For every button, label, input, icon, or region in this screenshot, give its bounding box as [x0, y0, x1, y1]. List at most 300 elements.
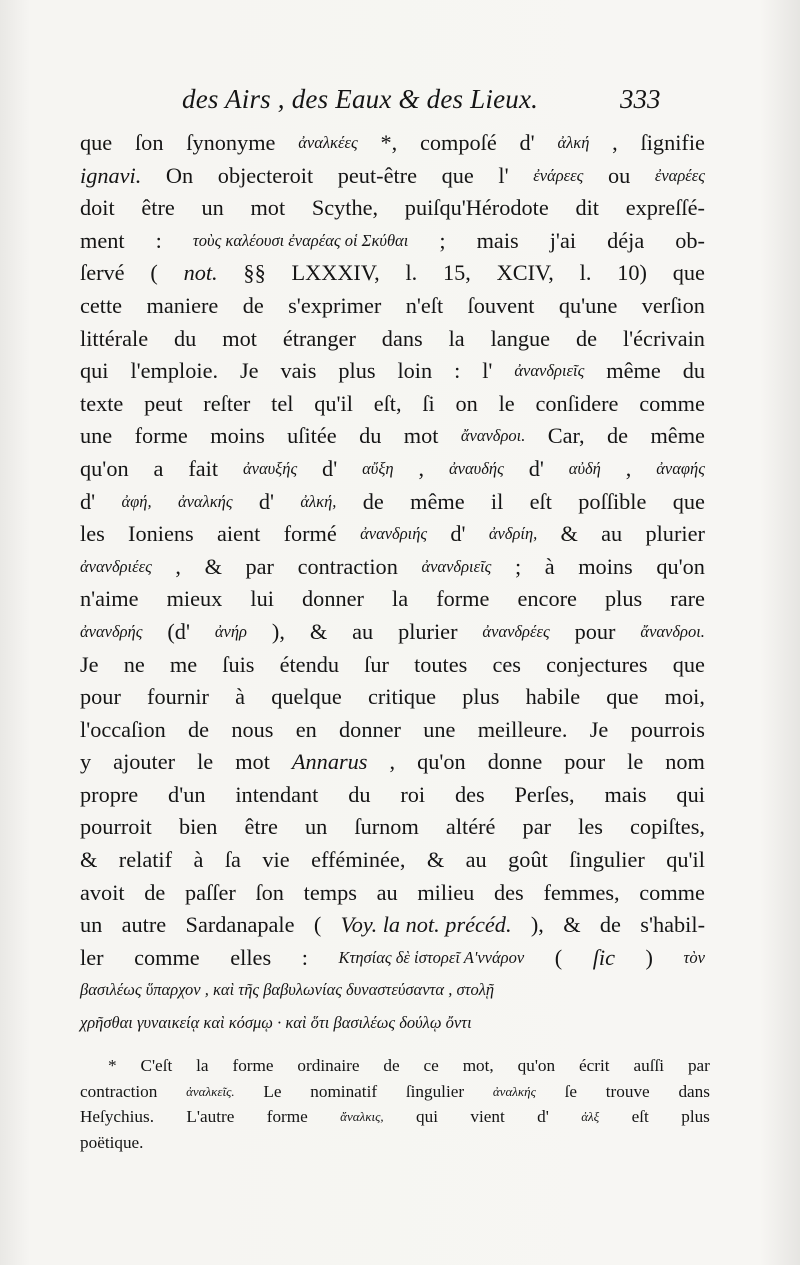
word: (d' — [167, 618, 190, 644]
word: *, — [380, 130, 398, 155]
greek-word: ἀλκή — [557, 133, 590, 152]
word: nominatif — [310, 1081, 378, 1101]
word: il — [490, 488, 504, 514]
word: ſi — [422, 390, 435, 416]
word: de — [575, 325, 598, 351]
word: verſion — [641, 292, 705, 318]
page-header — [182, 84, 782, 124]
word: la — [392, 586, 409, 612]
word: & — [563, 912, 581, 938]
body-line — [80, 649, 705, 682]
word: lui — [250, 586, 274, 612]
word: le — [627, 749, 644, 775]
word: de — [383, 1056, 400, 1075]
word: un — [80, 912, 103, 938]
word: être — [244, 814, 278, 840]
word: dit — [575, 195, 599, 221]
word: , — [612, 130, 618, 155]
word: une — [80, 423, 113, 449]
word: , — [625, 455, 632, 481]
body-line — [80, 974, 705, 1007]
word: d' — [528, 455, 544, 481]
word: autre — [121, 912, 167, 938]
word: plurier — [645, 521, 705, 547]
word: plus — [462, 684, 500, 710]
word: par — [687, 1056, 710, 1075]
greek-word: ἀναλκέες — [298, 133, 358, 152]
word: ), — [530, 912, 544, 938]
word: s'exprimer — [288, 292, 382, 318]
word: roi — [400, 781, 426, 807]
footnote-line — [80, 1053, 710, 1079]
body-line — [80, 257, 705, 290]
word: de — [607, 423, 629, 449]
word: Car, — [547, 423, 585, 449]
greek-word: ἀναλκεῖς. — [186, 1083, 235, 1099]
greek-word: ἀναυξής — [242, 458, 298, 478]
word: ob- — [675, 227, 705, 253]
word: goût — [508, 847, 548, 873]
word: paſſer — [185, 879, 236, 905]
word: critique — [367, 684, 437, 710]
body-text — [80, 127, 705, 1040]
word: du — [174, 325, 197, 351]
word: que — [606, 684, 639, 710]
body-line — [80, 583, 705, 616]
word: que — [672, 651, 705, 677]
word: n'eſt — [405, 292, 444, 318]
word: de — [188, 716, 210, 742]
word: eſt, — [373, 390, 402, 416]
word: au — [601, 521, 623, 547]
body-line — [80, 127, 705, 160]
word: poëtique. — [80, 1132, 144, 1152]
word: d' — [519, 130, 535, 155]
word: Je — [239, 358, 259, 384]
body-line — [80, 714, 705, 747]
word: doit — [80, 195, 115, 221]
greek-word: τὸν — [683, 947, 705, 967]
word: ment — [80, 227, 125, 253]
footnote-line — [80, 1130, 710, 1156]
word: de — [242, 292, 264, 318]
word: Scythe, — [311, 195, 379, 221]
word: conſidere — [535, 390, 619, 416]
body-line — [80, 844, 705, 877]
word: pour — [564, 749, 606, 775]
body-line — [80, 518, 705, 551]
word: , — [418, 455, 425, 481]
word: vient — [470, 1107, 505, 1126]
body-line — [80, 160, 705, 193]
body-line — [80, 616, 705, 649]
word: ler — [80, 944, 104, 970]
word: ; — [439, 227, 446, 253]
word: pourroit — [80, 814, 152, 840]
word: & — [426, 847, 445, 873]
word: mais — [604, 781, 647, 807]
word: : — [155, 227, 162, 253]
footnote-line — [80, 1104, 710, 1130]
word: C'eſt — [140, 1056, 173, 1075]
word: s'habil- — [640, 912, 705, 938]
greek-word: ἀλκή, — [300, 491, 337, 511]
greek-word: αὐδή — [568, 458, 601, 478]
word: qu'il — [666, 847, 705, 873]
italic-word: ignavi. — [80, 162, 142, 188]
word: Je — [589, 716, 609, 742]
italic-word: Voy. la not. précéd. — [340, 912, 512, 938]
word: y — [80, 749, 92, 775]
word: auſſi — [633, 1056, 665, 1075]
word: d' — [537, 1107, 549, 1126]
word: on — [455, 390, 478, 416]
body-line — [80, 877, 705, 910]
word: uſitée — [287, 423, 337, 449]
body-line — [80, 355, 705, 388]
word: du — [682, 358, 705, 384]
word: Je — [80, 651, 99, 677]
word: du — [359, 423, 382, 449]
word: relatif — [118, 847, 173, 873]
word: donner — [302, 586, 364, 612]
word: que — [672, 260, 705, 286]
body-line — [80, 486, 705, 519]
word: copiſtes, — [630, 814, 705, 840]
word: déja — [607, 227, 645, 253]
greek-word: Κτησίας δὲ ἱστορεῖ Α'ννάρον — [338, 947, 525, 967]
word: ( — [313, 912, 322, 938]
word: même — [606, 358, 661, 384]
word: reſter — [203, 390, 251, 416]
word: bien — [178, 814, 218, 840]
word: quelque — [271, 684, 342, 710]
word: ( — [554, 944, 563, 970]
word: l. — [579, 260, 592, 286]
word: , — [175, 553, 181, 579]
word: en — [295, 716, 317, 742]
body-line — [80, 420, 705, 453]
word: mais — [476, 227, 519, 253]
word: à — [193, 847, 204, 873]
word: ( — [150, 260, 158, 286]
word: avoit — [80, 879, 125, 905]
word: plus — [338, 358, 376, 384]
word: l'occaſion — [80, 716, 166, 742]
word: nous — [231, 716, 274, 742]
word: de — [362, 488, 384, 514]
word: qu'une — [558, 292, 618, 318]
word: ſa — [224, 847, 241, 873]
word: être — [141, 195, 175, 221]
word: pourrois — [630, 716, 705, 742]
word: vais — [280, 358, 317, 384]
word: Ioniens — [128, 521, 194, 547]
greek-word: ἐναρέες — [654, 165, 705, 185]
word: des — [494, 879, 524, 905]
word: ou — [607, 162, 631, 188]
word: des — [454, 781, 485, 807]
word: & — [204, 553, 222, 579]
word: au — [465, 847, 487, 873]
word: XCIV, — [496, 260, 554, 286]
word: : — [454, 358, 461, 384]
word: elles — [230, 944, 272, 970]
greek-word: ἀνδρίη, — [488, 524, 538, 544]
greek-word: αὔξη — [362, 458, 394, 478]
body-line — [80, 290, 705, 323]
word: contraction — [297, 553, 398, 579]
word: au — [376, 879, 398, 905]
word: altéré — [445, 814, 496, 840]
word: le — [498, 390, 515, 416]
word: fournir — [147, 684, 209, 710]
body-line — [80, 1007, 705, 1040]
word: plus — [681, 1107, 710, 1126]
word: ce — [423, 1056, 439, 1075]
greek-word: ἀναυδής — [449, 458, 504, 478]
word: : — [301, 944, 308, 970]
word: temps — [303, 879, 357, 905]
word: d' — [322, 455, 338, 481]
word: moi, — [664, 684, 705, 710]
word: ) — [645, 944, 653, 970]
word: L'autre — [186, 1107, 235, 1126]
italic-word: Annarus — [291, 749, 368, 775]
greek-word: βασιλέως ὕπαρχον , καὶ τῆς βαβυλωνίας δυναστεύσαντα , στολῇ — [80, 980, 495, 1000]
word: qu'on — [517, 1056, 556, 1075]
word: intendant — [235, 781, 319, 807]
word: peut-être — [337, 162, 417, 188]
word: , — [389, 749, 396, 775]
word: les — [578, 814, 603, 840]
word: par — [522, 814, 552, 840]
word: ), — [271, 618, 285, 644]
italic-word: ſic — [592, 944, 615, 970]
word: qu'il — [314, 390, 353, 416]
word: qui — [80, 358, 109, 384]
word: le — [197, 749, 214, 775]
word: moins — [578, 553, 633, 579]
word: plus — [605, 586, 643, 612]
body-line — [80, 192, 705, 225]
word: n'aime — [80, 586, 139, 612]
greek-word: ἄνανδροι. — [640, 621, 705, 641]
word: & — [560, 521, 578, 547]
word: vie — [262, 847, 290, 873]
word: rare — [670, 586, 705, 612]
word: femmes, — [543, 879, 620, 905]
word: ordinaire — [297, 1056, 360, 1075]
greek-word: ἀναλκής — [492, 1083, 536, 1099]
word: meilleure. — [477, 716, 568, 742]
word: langue — [490, 325, 551, 351]
word: littérale — [80, 325, 149, 351]
word: On — [165, 162, 194, 188]
word: ſon — [255, 879, 284, 905]
word: ſynonyme — [186, 130, 276, 155]
word: une — [423, 716, 456, 742]
word: donner — [339, 716, 401, 742]
word: * — [108, 1056, 117, 1075]
word: qu'on — [417, 749, 466, 775]
word: a — [153, 455, 164, 481]
footnote-line — [80, 1079, 710, 1105]
body-line — [80, 681, 705, 714]
word: me — [169, 651, 198, 677]
word: d' — [450, 521, 466, 547]
word: peut — [144, 390, 183, 416]
word: que — [80, 130, 113, 155]
word: tel — [271, 390, 294, 416]
word: ſouvent — [467, 292, 535, 318]
word: d' — [80, 488, 96, 514]
word: ne — [123, 651, 145, 677]
word: de — [144, 879, 166, 905]
body-line — [80, 453, 705, 486]
word: Heſychius. — [80, 1107, 154, 1126]
word: toutes — [414, 651, 468, 677]
word: par — [245, 553, 274, 579]
word: & — [309, 618, 328, 644]
greek-word: ἄνανδροι. — [460, 426, 526, 446]
word: mot — [403, 423, 439, 449]
word: pour — [574, 618, 616, 644]
greek-word: ἀνανδριεῖς — [514, 361, 585, 381]
greek-word: ἀφή, — [121, 491, 152, 511]
greek-word: ἐνάρεες — [533, 165, 584, 185]
word: mot — [250, 195, 286, 221]
word: moins — [210, 423, 265, 449]
word: écrit — [579, 1056, 610, 1075]
word: étendu — [279, 651, 340, 677]
word: ſuis — [222, 651, 255, 677]
word: comme — [639, 390, 705, 416]
word: §§ — [243, 260, 266, 286]
greek-word: ἀνήρ — [214, 621, 247, 641]
word: habile — [525, 684, 581, 710]
word: plurier — [398, 618, 458, 644]
body-line — [80, 225, 705, 258]
word: un — [304, 814, 328, 840]
word: dans — [381, 325, 423, 351]
word: j'ai — [549, 227, 577, 253]
greek-word: ἀνανδριέες — [80, 556, 152, 576]
word: forme — [266, 1107, 308, 1126]
word: trouve — [605, 1081, 650, 1101]
word: compoſé — [419, 130, 497, 155]
body-line — [80, 551, 705, 584]
word: ſur — [364, 651, 389, 677]
word: l. — [405, 260, 418, 286]
greek-word: ἀνανδρής — [80, 621, 143, 641]
body-line — [80, 388, 705, 421]
word: objecteroit — [217, 162, 314, 188]
body-line — [80, 323, 705, 356]
word: pour — [80, 684, 121, 710]
word: ſervé — [80, 260, 125, 286]
word: eſt — [529, 488, 552, 514]
word: LXXXIV, — [291, 260, 380, 286]
word: mot — [222, 325, 257, 351]
word: texte — [80, 390, 124, 416]
word: qui — [676, 781, 705, 807]
word: même — [410, 488, 465, 514]
word: comme — [639, 879, 705, 905]
word: Perſes, — [514, 781, 575, 807]
greek-word: ἀναφής — [656, 458, 705, 478]
word: au — [352, 618, 374, 644]
word: aient — [216, 521, 261, 547]
word: encore — [517, 586, 577, 612]
word: expreſſé- — [625, 195, 705, 221]
page-number: 333 — [620, 84, 661, 114]
word: l'emploie. — [130, 358, 219, 384]
word: même — [650, 423, 705, 449]
greek-word: ἄναλκις, — [340, 1109, 384, 1124]
body-line — [80, 811, 705, 844]
greek-word: ἀνανδριής — [360, 524, 428, 544]
word: Sardanapale — [185, 912, 295, 938]
greek-word: ἀνανδριεῖς — [421, 556, 492, 576]
italic-word: not. — [183, 260, 218, 286]
word: comme — [134, 944, 200, 970]
greek-word: ἀνανδρέες — [482, 621, 550, 641]
word: ſingulier — [569, 847, 645, 873]
word: & — [80, 847, 98, 873]
word: nom — [665, 749, 705, 775]
greek-word: τοὺς καλέουσι ἐναρέας οἱ Σκύθαι — [192, 230, 409, 250]
word: 15, — [443, 260, 471, 286]
word: que — [441, 162, 474, 188]
word: mot, — [462, 1056, 494, 1075]
word: ; — [514, 553, 522, 579]
greek-word: ἀλξ — [581, 1109, 600, 1124]
word: ſurnom — [354, 814, 419, 840]
word: cette — [80, 292, 123, 318]
word: Le — [263, 1081, 282, 1101]
word: ſingulier — [405, 1081, 465, 1101]
word: formé — [283, 521, 337, 547]
body-line — [80, 746, 705, 779]
word: la — [196, 1056, 209, 1075]
word: fait — [188, 455, 219, 481]
word: loin — [397, 358, 433, 384]
word: un — [201, 195, 224, 221]
running-head: des Airs , des Eaux & des Lieux. — [182, 84, 539, 114]
word: l' — [482, 358, 493, 384]
word: dans — [678, 1081, 710, 1101]
word: les — [80, 521, 105, 547]
word: ſignifie — [640, 130, 705, 155]
word: qu'on — [656, 553, 705, 579]
word: contraction — [80, 1081, 158, 1101]
word: puiſqu'Hérodote — [404, 195, 549, 221]
word: maniere — [146, 292, 219, 318]
word: que — [672, 488, 705, 514]
word: milieu — [417, 879, 475, 905]
word: 10) — [617, 260, 647, 286]
word: forme — [436, 586, 490, 612]
word: ſe — [564, 1081, 578, 1101]
word: l'écrivain — [622, 325, 705, 351]
word: eſt — [631, 1107, 649, 1126]
word: l' — [498, 162, 509, 188]
word: ces — [492, 651, 521, 677]
word: la — [448, 325, 465, 351]
word: ajouter — [113, 749, 176, 775]
word: d'un — [168, 781, 206, 807]
